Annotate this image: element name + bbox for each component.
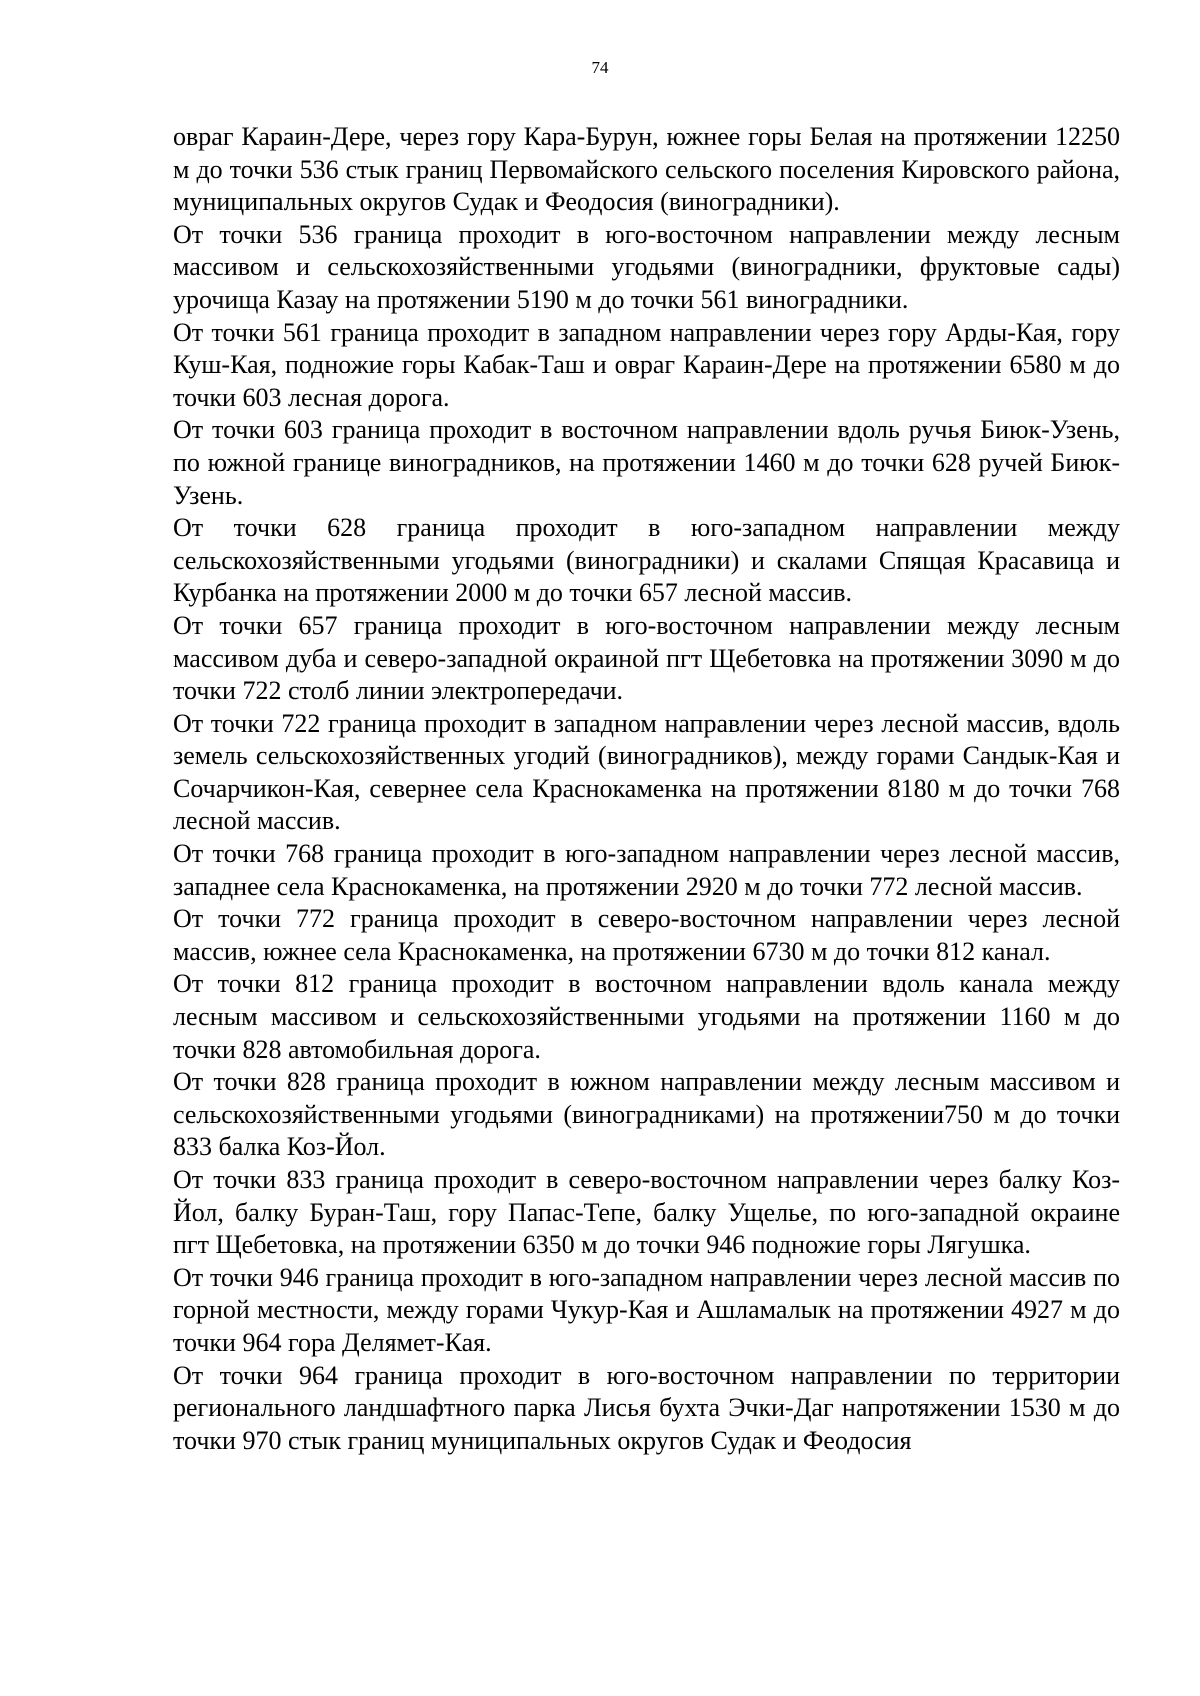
paragraph: овраг Караин-Дере, через гору Кара-Бурун, южнее горы Белая на протяжении 12250 м до точки 536 стык границ Первомайского сельского поселения Кировского района, муниципальных округов Судак и Феодосия (виноградники). bbox=[173, 122, 1120, 217]
document-body bbox=[173, 121, 1120, 1457]
paragraph: От точки 946 граница проходит в юго-западном направлении через лесной массив по горной местности, между горами Чукур-Кая и Ашламалык на протяжении 4927 м до точки 964 гора Делямет-Кая. bbox=[173, 1262, 1120, 1357]
page-number: 74 bbox=[591, 58, 609, 77]
paragraph: От точки 561 граница проходит в западном направлении через гору Арды-Кая, гору Куш-Кая, подножие горы Кабак-Таш и овраг Караин-Дере на протяжении 6580 м до точки 603 лесная дорога. bbox=[173, 317, 1120, 412]
paragraph: От точки 657 граница проходит в юго-восточном направлении между лесным массивом дуба и северо-западной окраиной пгт Щебетовка на протяжении 3090 м до точки 722 столб линии электропередачи. bbox=[173, 610, 1120, 706]
paragraph: От точки 833 граница проходит в северо-восточном направлении через балку Коз-Йол, балку Буран-Таш, гору Папас-Тепе, балку Ущелье, по юго-западной окраине пгт Щебетовка, на протяжении 6350 м до точки 946 подножие горы Лягушка. bbox=[173, 1165, 1120, 1260]
paragraph: От точки 536 граница проходит в юго-восточном направлении между лесным массивом и сельскохозяйственными угодьями (виноградники, фруктовые сады) урочища Казау на протяжении 5190 м до точки 561 виноградники. bbox=[173, 219, 1120, 314]
paragraph: От точки 768 граница проходит в юго-западном направлении через лесной массив, западнее села Краснокаменка, на протяжении 2920 м до точки 772 лесной массив. bbox=[173, 839, 1120, 901]
paragraph: От точки 603 граница проходит в восточном направлении вдоль ручья Биюк-Узень, по южной границе виноградников, на протяжении 1460 м до точки 628 ручей Биюк-Узень. bbox=[173, 415, 1120, 510]
paragraph: От точки 812 граница проходит в восточном направлении вдоль канала между лесным массивом и сельскохозяйственными угодьями на протяжении 1160 м до точки 828 автомобильная дорога. bbox=[173, 969, 1120, 1064]
paragraph: От точки 964 граница проходит в юго-восточном направлении по территории регионального ландшафтного парка Лисья бухта Эчки-Даг напротяжении 1530 м до точки 970 стык границ муниципальных округов Судак и Феодосия bbox=[173, 1360, 1120, 1455]
paragraph: От точки 722 граница проходит в западном направлении через лесной массив, вдоль земель сельскохозяйственных угодий (виноградников), между горами Сандык-Кая и Сочарчикон-Кая, севернее села Краснокаменка на протяжении 8180 м до точки 768 лесной массив. bbox=[173, 708, 1120, 836]
paragraph: От точки 772 граница проходит в северо-восточном направлении через лесной массив, южнее села Краснокаменка, на протяжении 6730 м до точки 812 канал. bbox=[173, 904, 1120, 966]
paragraph: От точки 828 граница проходит в южном направлении между лесным массивом и сельскохозяйственными угодьями (виноградниками) на протяжении750 м до точки 833 балка Коз-Йол. bbox=[173, 1067, 1120, 1162]
paragraph: От точки 628 граница проходит в юго-западном направлении между сельскохозяйственными угодьями (виноградники) и скалами Спящая Красавица и Курбанка на протяжении 2000 м до точки 657 лесной массив. bbox=[173, 513, 1120, 608]
